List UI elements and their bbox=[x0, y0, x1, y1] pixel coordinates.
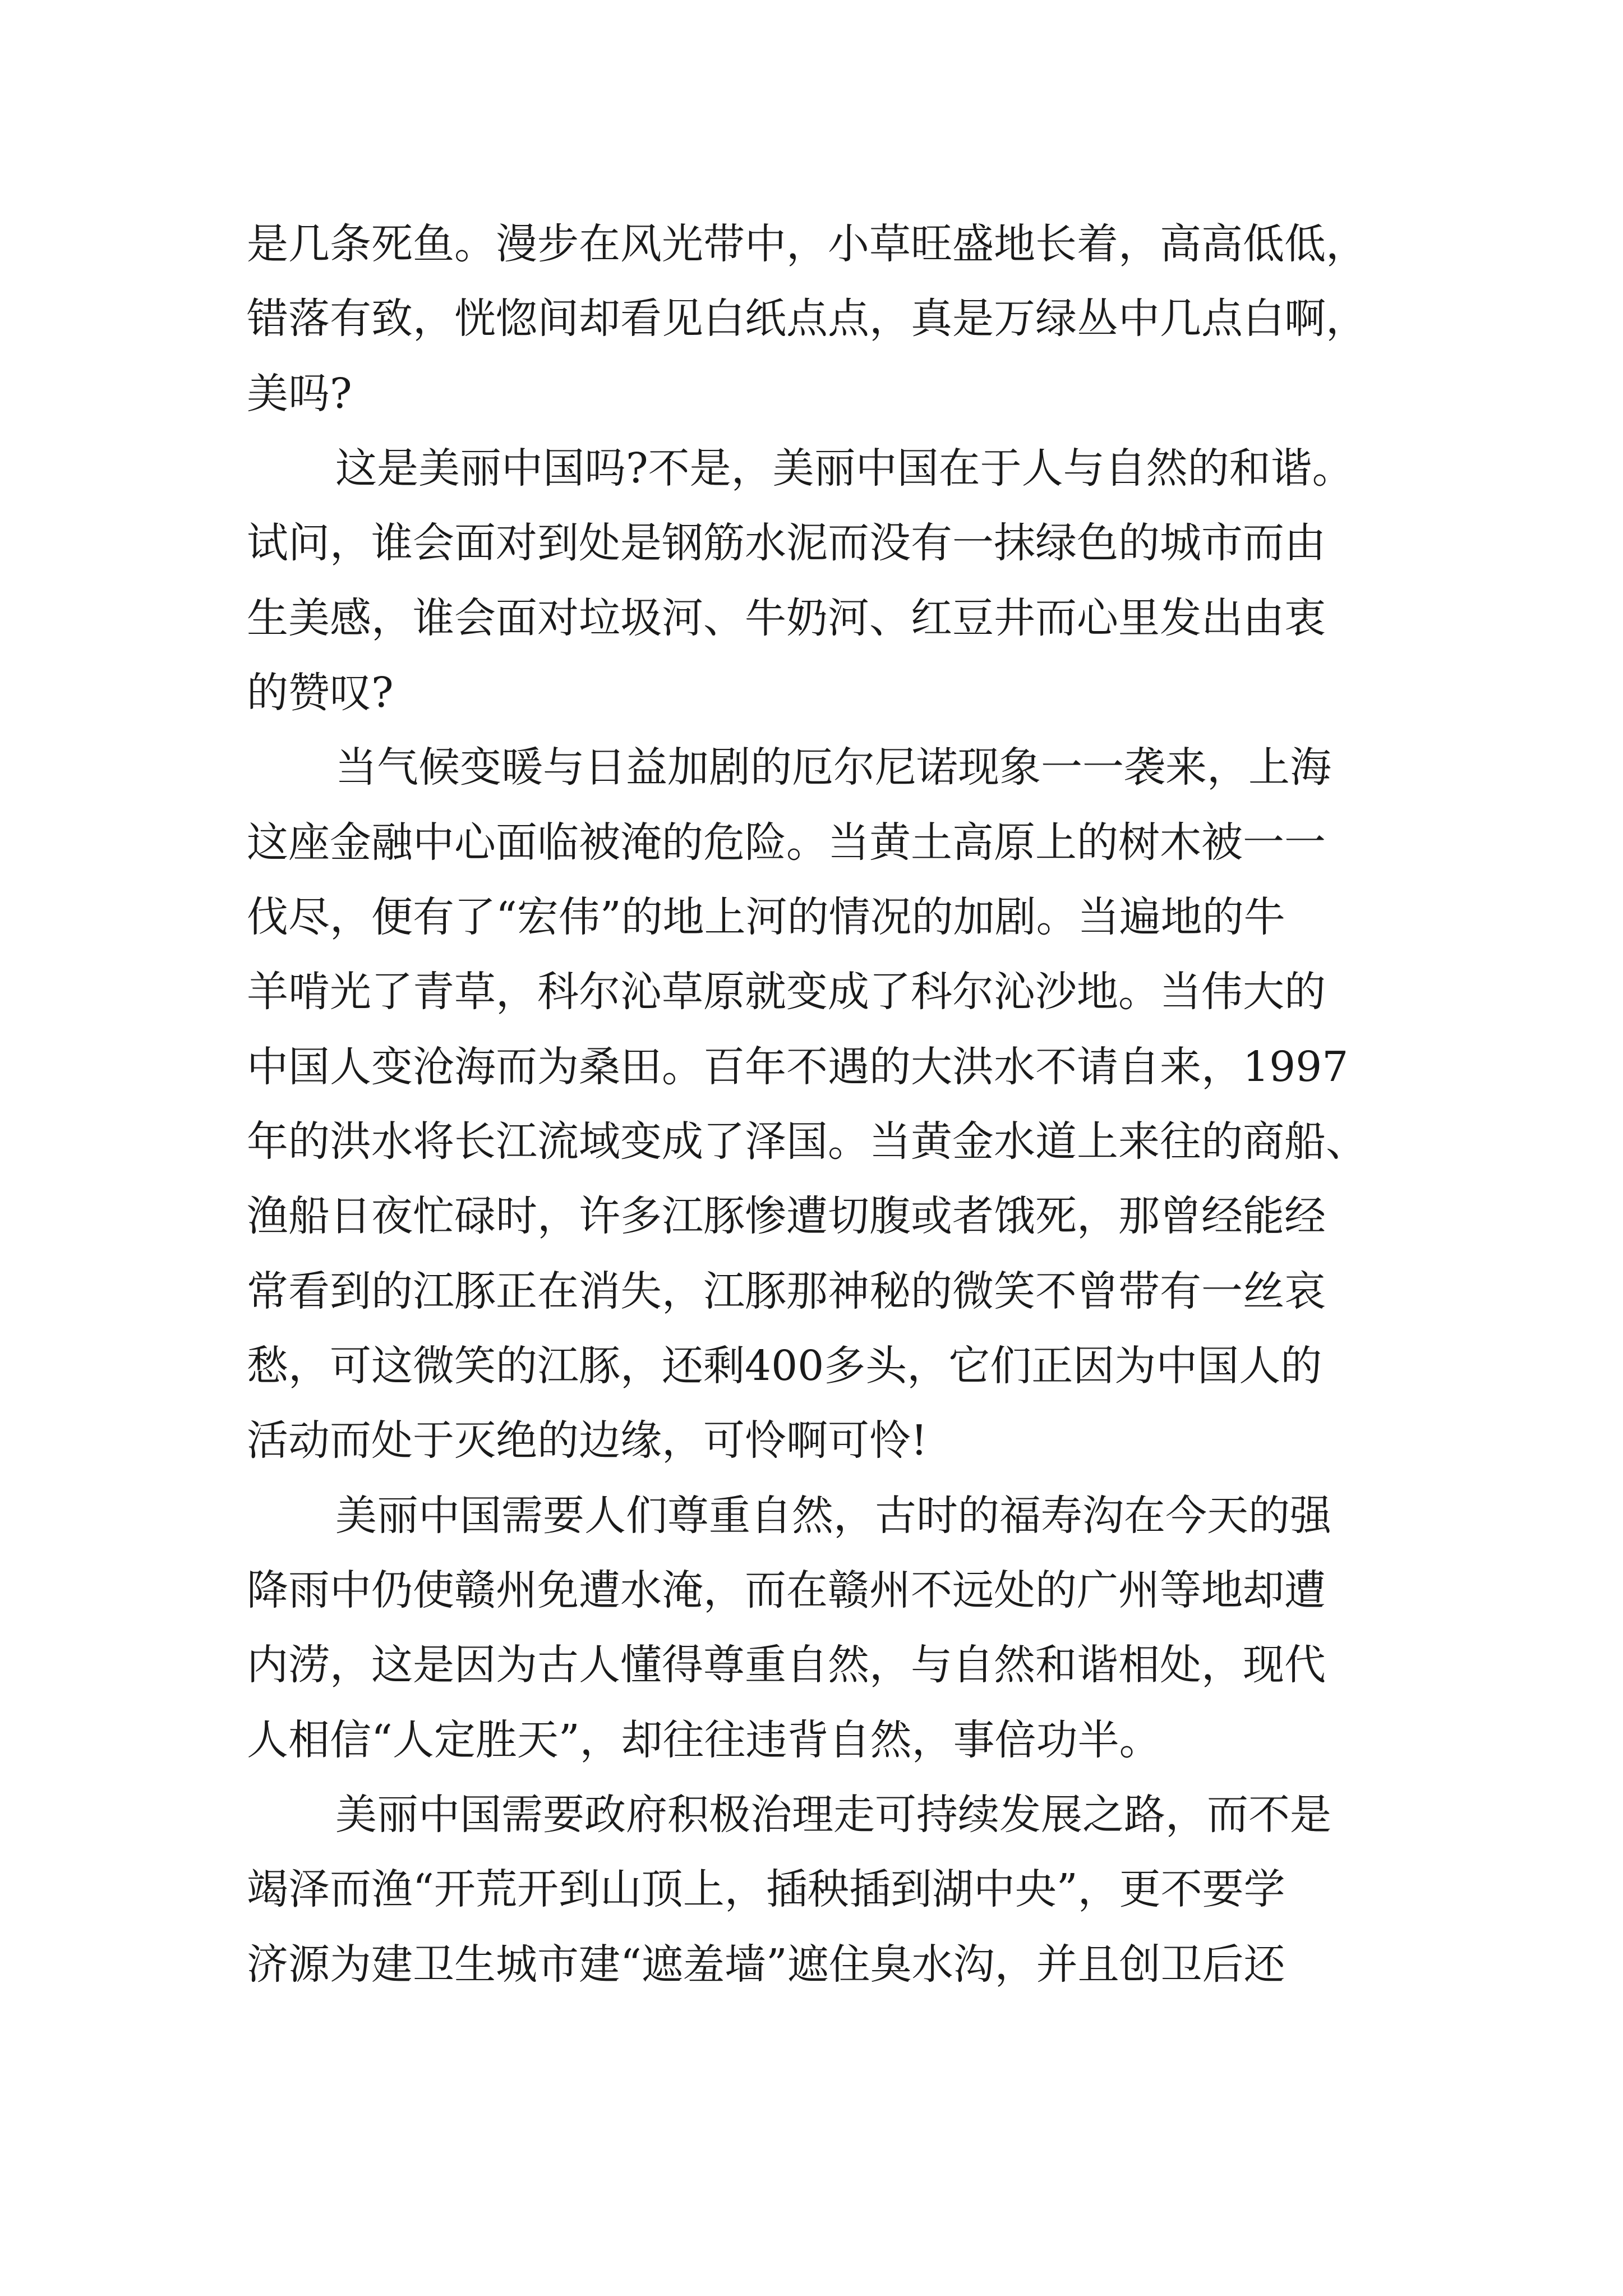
paragraph-5-line-3: 济源为建卫生城市建“遮羞墙”遮住臭水沟，并且创卫后还 bbox=[247, 1940, 1285, 1989]
paragraph-3-line-2: 这座金融中心面临被淹的危险。当黄土高原上的树木被一一 bbox=[247, 818, 1326, 867]
paragraph-3-line-7: 渔船日夜忙碌时，许多江豚惨遭切腹或者饿死，那曾经能经 bbox=[247, 1192, 1326, 1240]
paragraph-2-line-1: 这是美丽中国吗?不是，美丽中国在于人与自然的和谐。 bbox=[335, 444, 1354, 493]
paragraph-4-line-1: 美丽中国需要人们尊重自然，古时的福寿沟在今天的强 bbox=[335, 1492, 1331, 1540]
paragraph-1-line-1: 是几条死鱼。漫步在风光带中，小草旺盛地长着，高高低低， bbox=[247, 220, 1367, 268]
paragraph-2-line-2: 试问，谁会面对到处是钢筋水泥而没有一抹绿色的城市而由 bbox=[247, 519, 1326, 567]
paragraph-3-line-4: 羊啃光了青草，科尔沁草原就变成了科尔沁沙地。当伟大的 bbox=[247, 968, 1326, 1016]
paragraph-1-line-2: 错落有致，恍惚间却看见白纸点点，真是万绿丛中几点白啊， bbox=[247, 295, 1367, 343]
paragraph-3-line-5: 中国人变沧海而为桑田。百年不遇的大洪水不请自来，1997 bbox=[247, 1043, 1349, 1091]
paragraph-2-line-4: 的赞叹? bbox=[247, 669, 394, 717]
paragraph-4-line-2: 降雨中仍使赣州免遭水淹，而在赣州不远处的广州等地却遭 bbox=[247, 1566, 1326, 1614]
paragraph-3-line-9: 愁，可这微笑的江豚，还剩400多头，它们正因为中国人的 bbox=[247, 1342, 1322, 1390]
paragraph-3-line-3: 伐尽，便有了“宏伟”的地上河的情况的加剧。当遍地的牛 bbox=[247, 893, 1285, 941]
paragraph-2-line-3: 生美感，谁会面对垃圾河、牛奶河、红豆井而心里发出由衷 bbox=[247, 594, 1326, 642]
paragraph-5-line-2: 竭泽而渔“开荒开到山顶上，插秧插到湖中央”，更不要学 bbox=[247, 1865, 1285, 1913]
paragraph-4-line-4: 人相信“人定胜天”，却往往违背自然，事倍功半。 bbox=[247, 1716, 1161, 1764]
paragraph-5-line-1: 美丽中国需要政府积极治理走可持续发展之路，而不是 bbox=[335, 1791, 1331, 1839]
paragraph-3-line-1: 当气候变暖与日益加剧的厄尔尼诺现象一一袭来，上海 bbox=[335, 743, 1331, 792]
paragraph-3-line-8: 常看到的江豚正在消失，江豚那神秘的微笑不曾带有一丝哀 bbox=[247, 1267, 1326, 1315]
paragraph-4-line-3: 内涝，这是因为古人懂得尊重自然，与自然和谐相处，现代 bbox=[247, 1641, 1326, 1689]
paragraph-3-line-6: 年的洪水将长江流域变成了泽国。当黄金水道上来往的商船、 bbox=[247, 1117, 1367, 1166]
paragraph-1-line-3: 美吗? bbox=[247, 370, 352, 418]
paragraph-3-line-10: 活动而处于灭绝的边缘，可怜啊可怜! bbox=[247, 1416, 928, 1465]
